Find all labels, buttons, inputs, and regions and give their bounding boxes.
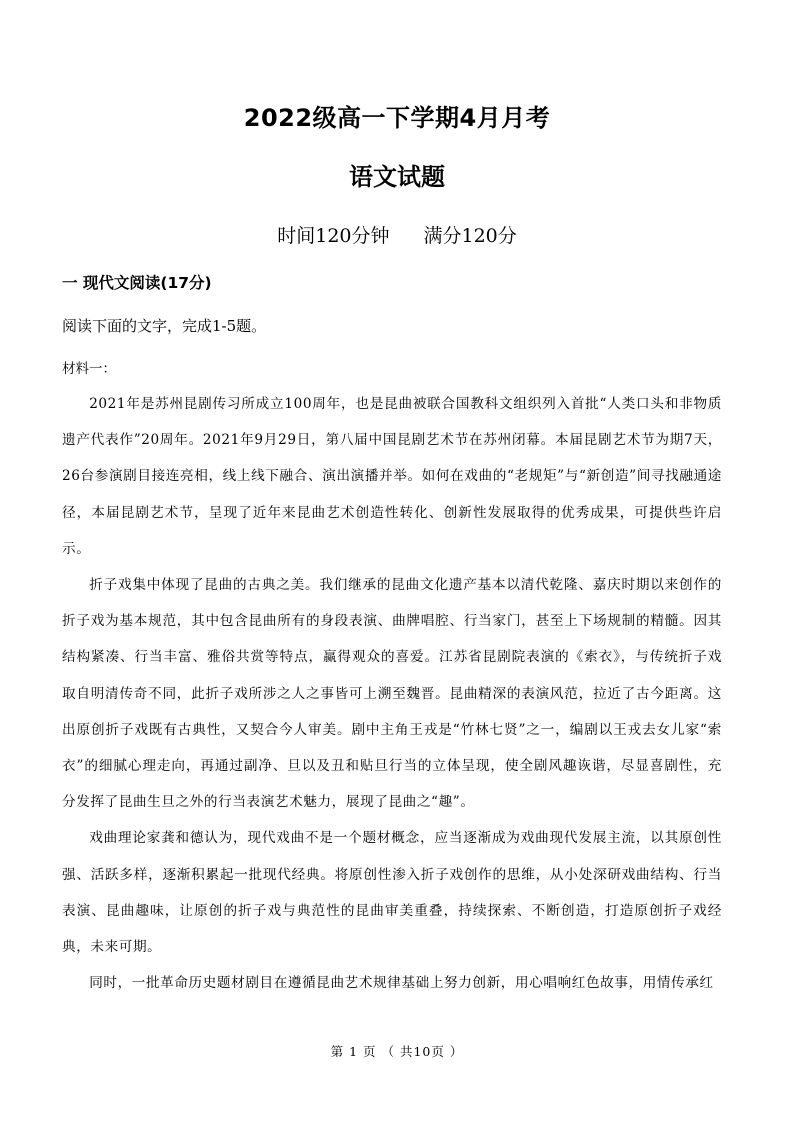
page-number: 第 1 页 （ 共10页 ）: [330, 1044, 464, 1059]
paragraph: 折子戏集中体现了昆曲的古典之美。我们继承的昆曲文化遗产基本以清代乾隆、嘉庆时期以来创作的折子戏为基本规范，其中包含昆曲所有的身段表演、曲牌唱腔、行当家门，甚至上下场规制的精髓。因其结构紧凑、行当丰富、雅俗共赏等特点，赢得观众的喜爱。江苏省昆剧院表演的《索衣》，与传统折子戏取自明清传奇不同，此折子戏所涉之人之事皆可上溯至魏晋。昆曲精深的表演风范，拉近了古今距离。这出原创折子戏既有古典性，又契合今人审美。剧中主角王戎是“竹林七贤”之一，编剧以王戎去女儿家“索衣”的细腻心理走向，再通过副净、旦以及丑和贴旦行当的立体呈现，使全剧风趣诙谐，尽显喜剧性，充分发挥了昆曲生旦之外的行当表演艺术魅力，展现了昆曲之“趣”。: [62, 577, 722, 811]
passage-body: [62, 386, 722, 1001]
paragraph: 2021年是苏州昆剧传习所成立100周年，也是昆曲被联合国教科文组织列入首批“人类口头和非物质遗产代表作”20周年。2021年9月29日，第八届中国昆剧艺术节在苏州闭幕。本届昆剧艺术节为期7天，26台参演剧目接连亮相，线上线下融合、演出演播并举。如何在戏曲的“老规矩”与“新创造”间寻找融通途径，本届昆剧艺术节，呈现了近年来昆曲艺术创造性转化、创新性发展取得的优秀成果，可提供些许启示。: [62, 396, 722, 557]
paragraph: 同时，一批革命历史题材剧目在遵循昆曲艺术规律基础上努力创新，用心唱响红色故事，用情传承红: [89, 975, 714, 992]
section-heading: 一 现代文阅读(17分): [62, 274, 212, 292]
material-label: 材料一：: [62, 361, 116, 377]
exam-title: 2022级高一下学期4月月考: [243, 104, 551, 132]
paragraph: 戏曲理论家龚和德认为，现代戏曲不是一个题材概念，应当逐渐成为戏曲现代发展主流，以其原创性强、活跃多样，逐渐积累起一批现代经典。将原创性渗入折子戏创作的思维，从小处深研戏曲结构、行当表演、昆曲趣味，让原创的折子戏与典范性的昆曲审美重叠，持续探索、不断创造，打造原创折子戏经典，未来可期。: [62, 830, 722, 956]
exam-subject: 语文试题: [349, 163, 445, 191]
exam-meta: [0, 221, 794, 248]
full-score: 满分120分: [423, 225, 517, 247]
time-limit: 时间120分钟: [277, 225, 390, 247]
reading-instruction: 阅读下面的文字，完成1-5题。: [62, 317, 267, 335]
